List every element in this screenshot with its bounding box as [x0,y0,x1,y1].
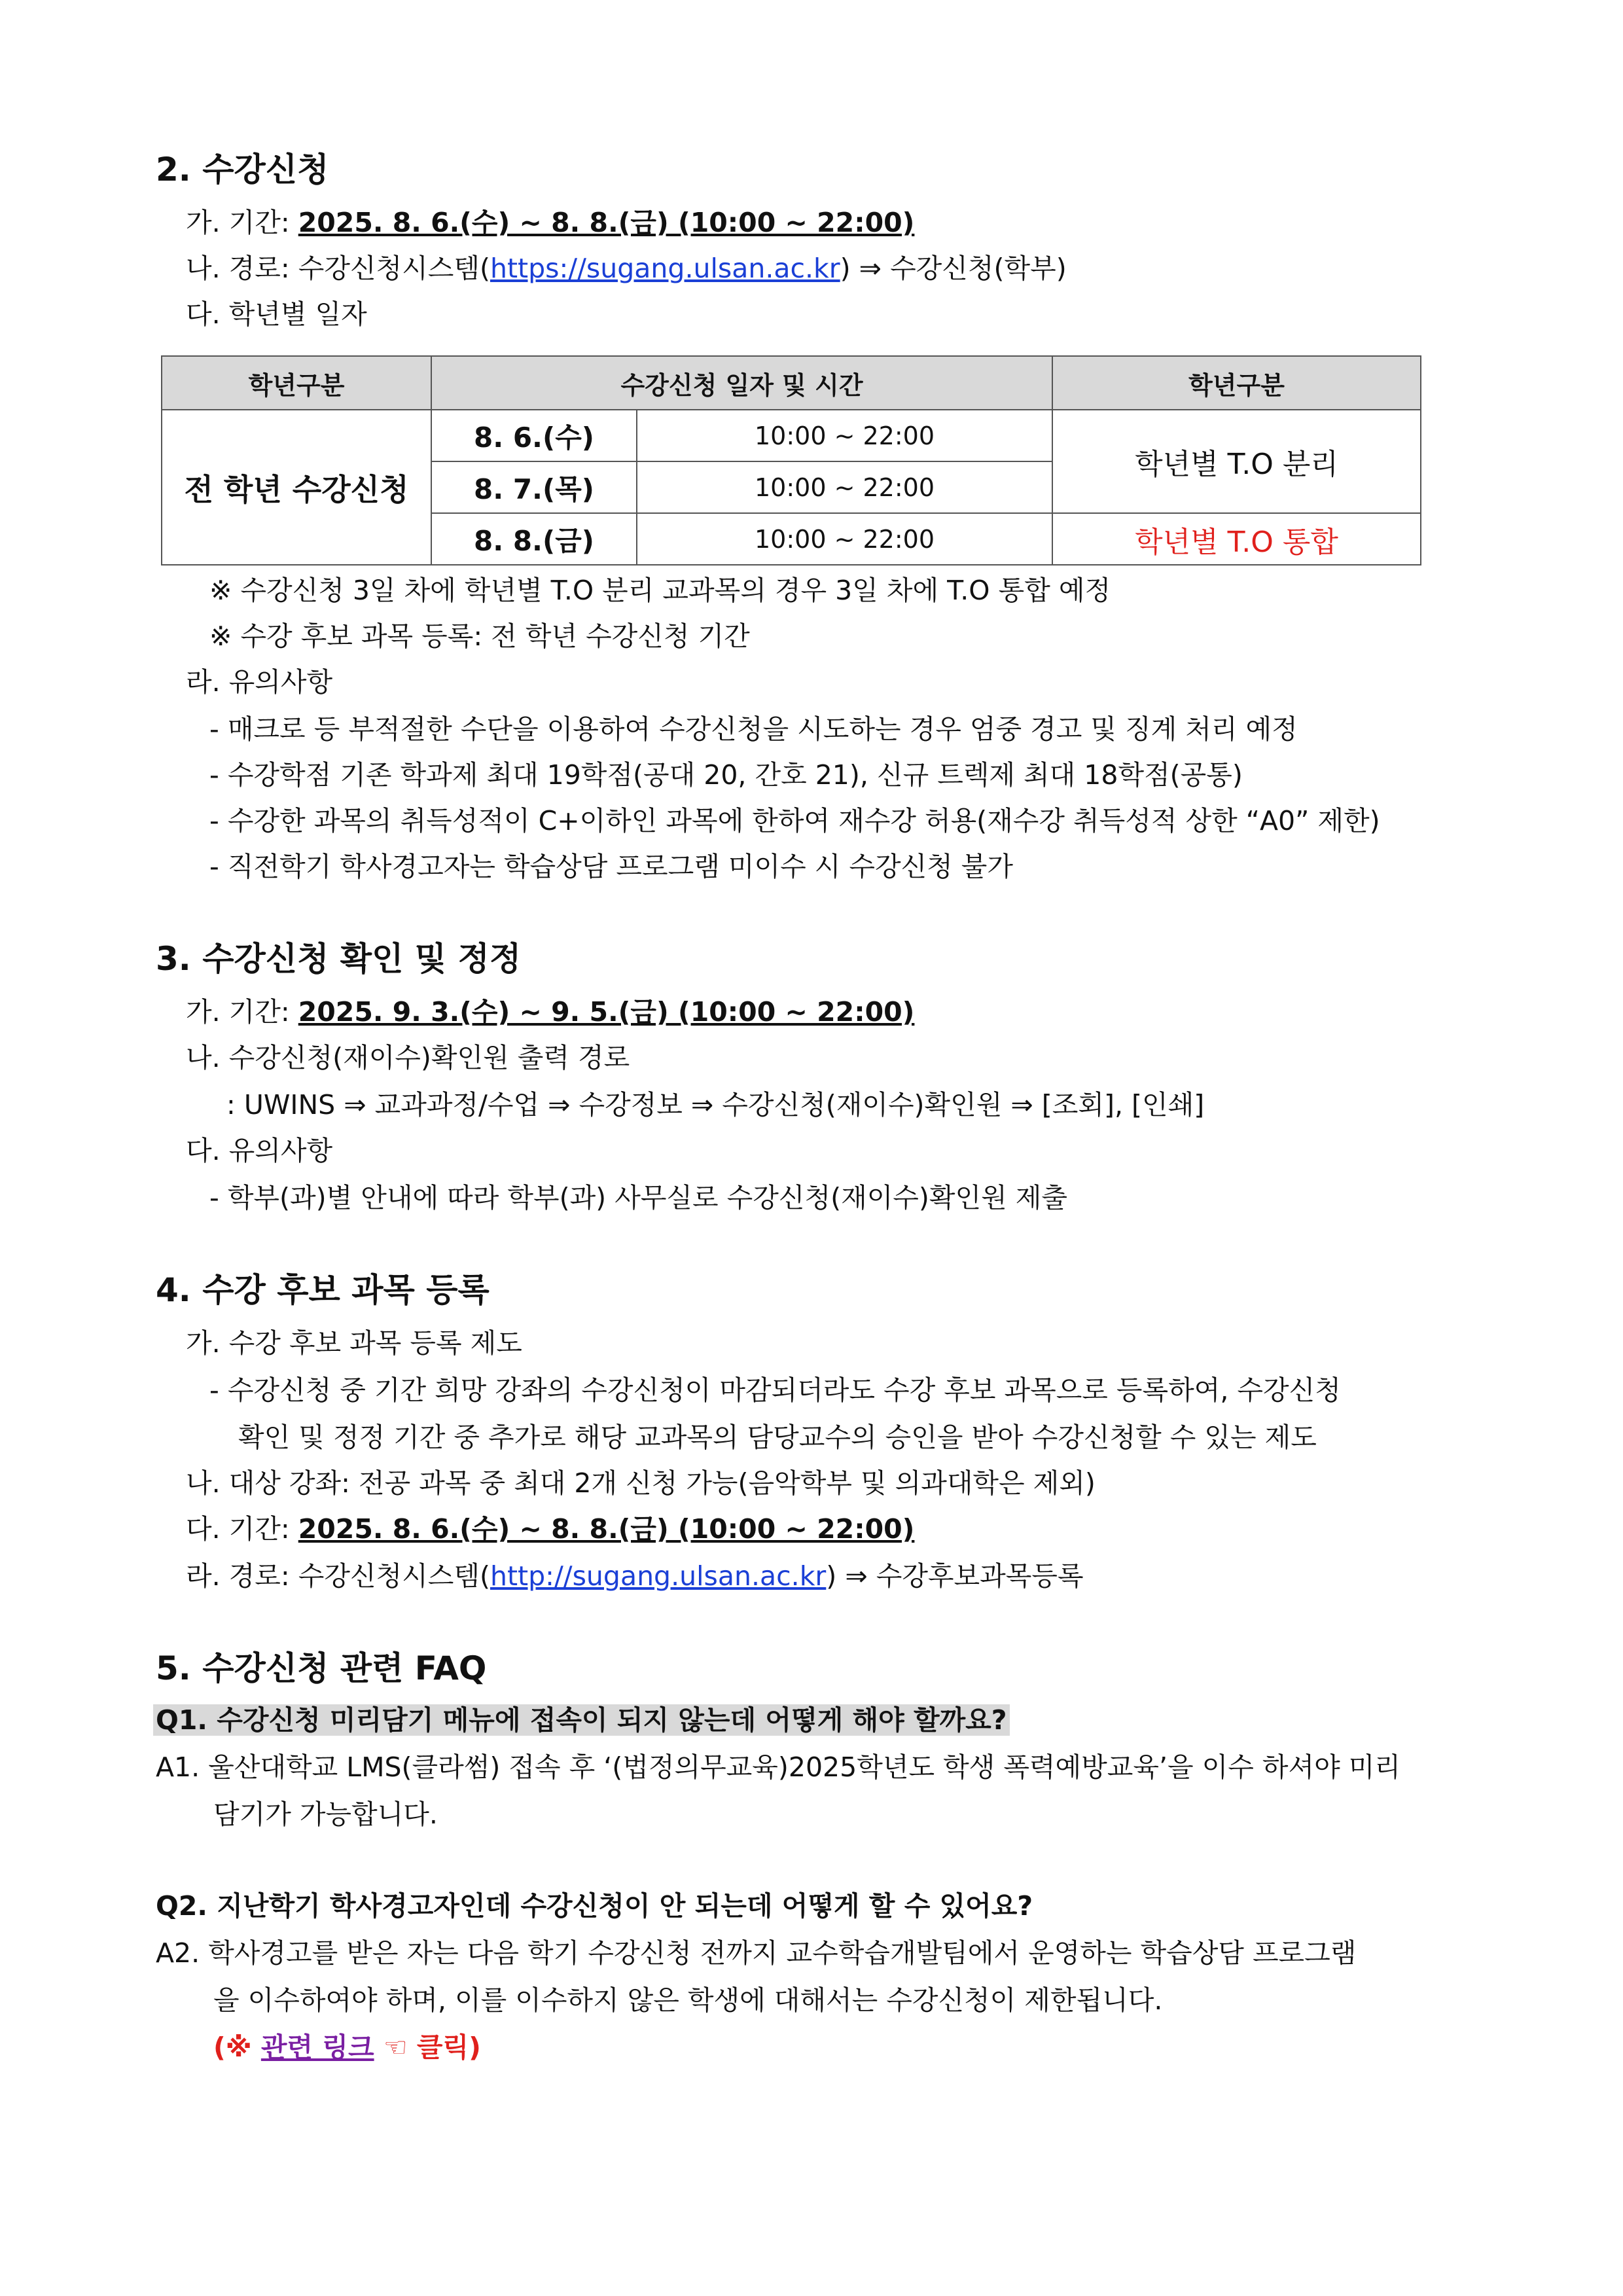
sugang-link[interactable]: https://sugang.ulsan.ac.kr [490,253,840,284]
section-4-title: 4. 수강 후보 과목 등록 [156,1271,490,1309]
sec3-period [186,994,914,1030]
group-label: 전 학년 수강신청 [162,410,431,565]
note-split: 학년별 T.O 분리 [1052,410,1421,513]
faq-q2: Q2. 지난학기 학사경고자인데 수강신청이 안 되는데 어떻게 할 수 있어요? [156,1890,1033,1922]
sec4-system-desc-1: - 수강신청 중 기간 희망 강좌의 수강신청이 마감되더라도 수강 후보 과목으로 등록하여, 수강신청 [209,1374,1341,1406]
sec4-period-value: 2025. 8. 6.(수) ~ 8. 8.(금) (10:00 ~ 22:00) [298,1513,915,1545]
sec4-period-label: 다. 기간: [186,1513,298,1545]
sec4-route [186,1558,1084,1594]
section-3-title: 3. 수강신청 확인 및 정정 [156,940,522,978]
hand-icon: ☜ [374,2032,417,2063]
faq-q1 [153,1702,1010,1738]
row-date: 8. 7.(목) [431,461,637,513]
sec3-caution-label: 다. 유의사항 [186,1135,333,1166]
sec2-caution-label: 라. 유의사항 [186,666,333,698]
faq-a2-2: 을 이수하여야 하며, 이를 이수하지 않은 학생에 대해서는 수강신청이 제한됩니다. [213,1984,1163,2016]
sec3-period-label: 가. 기간: [186,996,298,1028]
sec2-caution-3: - 수강한 과목의 취득성적이 C+이하인 과목에 한하여 재수강 허용(재수강 취득성적 상한 “A0” 제한) [209,805,1380,836]
sec2-note-1: ※ 수강신청 3일 차에 학년별 T.O 분리 교과목의 경우 3일 차에 T.O 통합 예정 [209,575,1111,606]
sec3-print-path: : UWINS ⇒ 교과과정/수업 ⇒ 수강정보 ⇒ 수강신청(재이수)확인원 ⇒ [조회], [인쇄] [226,1089,1205,1121]
sec2-period [186,204,914,241]
schedule-header-row [162,356,1421,410]
sec4-route-tail: ) ⇒ 수강후보과목등록 [826,1560,1084,1592]
row-time: 10:00 ~ 22:00 [637,461,1052,513]
sec4-system-desc-2: 확인 및 정정 기간 중 추가로 해당 교과목의 담당교수의 승인을 받아 수강신청할 수 있는 제도 [238,1422,1317,1453]
sec2-caution-2: - 수강학점 기존 학과제 최대 19학점(공대 20, 간호 21), 신규 트렉제 최대 18학점(공통) [209,759,1243,791]
sec2-period-label: 가. 기간: [186,207,298,238]
faq-a1-1: A1. 울산대학교 LMS(클라썸) 접속 후 ‘(법정의무교육)2025학년도 학생 폭력예방교육’을 이수 하셔야 미리 [156,1751,1400,1783]
sec3-caution: - 학부(과)별 안내에 따라 학부(과) 사무실로 수강신청(재이수)확인원 제출 [209,1182,1067,1213]
related-link-line [213,2029,481,2066]
click-text[interactable]: 클릭 [416,2032,469,2063]
sec2-byyear-label: 다. 학년별 일자 [186,298,367,330]
related-link[interactable]: 관련 링크 [260,2032,374,2063]
schedule-table [161,355,1421,565]
sec4-route-label: 라. 경로: 수강신청시스템( [186,1560,490,1592]
row-time: 10:00 ~ 22:00 [637,513,1052,565]
sec2-note-2: ※ 수강 후보 과목 등록: 전 학년 수강신청 기간 [209,620,750,652]
header-grade: 학년구분 [162,356,431,410]
sec2-period-value: 2025. 8. 6.(수) ~ 8. 8.(금) (10:00 ~ 22:00) [298,207,915,238]
sec3-period-value: 2025. 9. 3.(수) ~ 9. 5.(금) (10:00 ~ 22:00) [298,996,915,1028]
faq-a1-2: 담기가 가능합니다. [213,1799,438,1830]
sec2-route-tail: ) ⇒ 수강신청(학부) [840,253,1067,284]
section-5-title: 5. 수강신청 관련 FAQ [156,1649,487,1687]
row-date: 8. 6.(수) [431,410,637,461]
sec4-period [186,1511,914,1547]
sec2-route [186,250,1067,287]
sec4-target: 나. 대상 강좌: 전공 과목 중 최대 2개 신청 가능(음악학부 및 의과대학은 제외) [186,1467,1096,1499]
row-date: 8. 8.(금) [431,513,637,565]
table-row [162,410,1421,461]
sugang-link-2[interactable]: http://sugang.ulsan.ac.kr [490,1560,827,1592]
sec2-caution-4: - 직전학기 학사경고자는 학습상담 프로그램 미이수 시 수강신청 불가 [209,851,1014,882]
header-datetime: 수강신청 일자 및 시간 [431,356,1052,410]
faq-a2-1: A2. 학사경고를 받은 자는 다음 학기 수강신청 전까지 교수학습개발팀에서 운영하는 학습상담 프로그램 [156,1937,1357,1969]
section-2-title: 2. 수강신청 [156,151,329,188]
row-time: 10:00 ~ 22:00 [637,410,1052,461]
header-grade-2: 학년구분 [1052,356,1421,410]
sec2-route-label: 나. 경로: 수강신청시스템( [186,253,490,284]
link-open: (※ [213,2032,261,2063]
sec2-caution-1: - 매크로 등 부적절한 수단을 이용하여 수강신청을 시도하는 경우 엄중 경고 및 징계 처리 예정 [209,713,1298,745]
faq-q1-text: Q1. 수강신청 미리담기 메뉴에 접속이 되지 않는데 어떻게 해야 할까요? [153,1704,1010,1736]
note-merge: 학년별 T.O 통합 [1052,513,1421,565]
sec4-system-label: 가. 수강 후보 과목 등록 제도 [186,1327,522,1359]
sec3-print-label: 나. 수강신청(재이수)확인원 출력 경로 [186,1042,630,1073]
link-close: ) [469,2032,481,2063]
